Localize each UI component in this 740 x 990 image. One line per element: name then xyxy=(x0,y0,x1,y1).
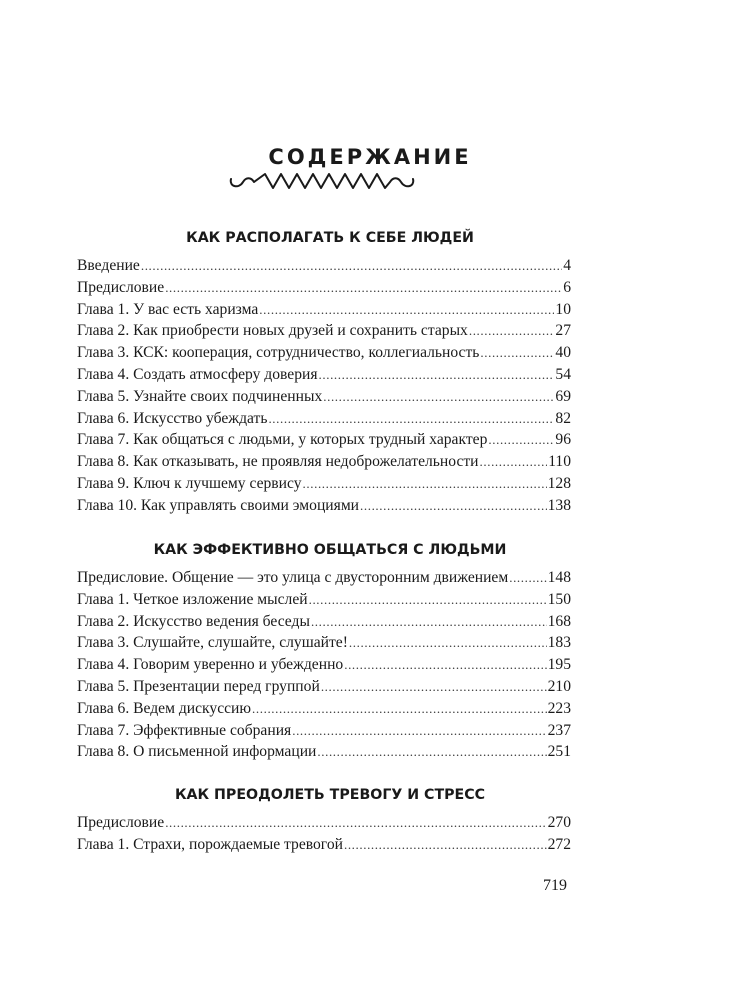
dot-leader xyxy=(323,386,554,408)
toc-entry xyxy=(77,632,571,654)
toc-entry-page: 82 xyxy=(555,409,571,427)
toc-list xyxy=(77,812,571,856)
toc-section-2 xyxy=(77,540,571,763)
section-title: КАК ПРЕОДОЛЕТЬ ТРЕВОГУ И СТРЕСС xyxy=(174,787,486,803)
wavy-flourish-icon xyxy=(227,171,417,193)
dot-leader xyxy=(509,567,546,589)
toc-entry xyxy=(77,386,571,408)
dot-leader xyxy=(309,589,547,611)
toc-entry-label: Глава 1. У вас есть харизма xyxy=(77,300,259,318)
toc-entry-label: Введение xyxy=(77,257,140,274)
toc-entry xyxy=(77,589,571,611)
toc-entry-label: Глава 7. Как общаться с людьми, у которых трудный характер xyxy=(77,431,488,449)
toc-entry-page: 138 xyxy=(547,496,571,514)
toc-entry-page: 10 xyxy=(555,300,571,318)
dot-leader xyxy=(317,741,546,763)
toc-section-1 xyxy=(77,228,571,517)
dot-leader xyxy=(321,676,547,698)
toc-entry xyxy=(77,567,571,589)
toc-entry-label: Глава 6. Искусство убеждать xyxy=(77,409,268,427)
toc-entry-label: Глава 1. Четкое изложение мыслей xyxy=(77,590,308,608)
toc-entry xyxy=(77,255,571,277)
toc-section-3 xyxy=(77,785,571,856)
contents-title: СОДЕРЖАНИЕ xyxy=(268,145,472,169)
toc-entry-page: 69 xyxy=(555,387,571,405)
toc-entry xyxy=(77,698,571,720)
toc-entry-label: Глава 5. Узнайте своих подчиненных xyxy=(77,387,323,405)
toc-entry xyxy=(77,408,571,430)
toc-entry-page: 110 xyxy=(548,453,571,471)
toc-entry xyxy=(77,342,571,364)
dot-leader xyxy=(268,408,554,430)
dot-leader xyxy=(480,342,554,364)
toc-entry-label: Глава 8. О письменной информации xyxy=(77,743,317,761)
toc-entry-page: 148 xyxy=(547,569,571,586)
toc-entry xyxy=(77,720,571,742)
toc-entry xyxy=(77,364,571,386)
toc-entry-label: Глава 4. Создать атмосферу доверия xyxy=(77,365,318,383)
toc-entry-label: Глава 2. Искусство ведения беседы xyxy=(77,612,310,630)
toc-entry-label: Глава 4. Говорим уверенно и убежденно xyxy=(77,656,344,674)
toc-entry-page: 237 xyxy=(547,721,571,739)
toc-entry xyxy=(77,277,571,299)
dot-leader xyxy=(360,495,547,517)
dot-leader xyxy=(319,364,555,386)
dot-leader xyxy=(311,611,547,633)
toc-entry-label: Глава 9. Ключ к лучшему сервису xyxy=(77,474,302,492)
toc-entry-label: Глава 10. Как управлять своими эмоциями xyxy=(77,496,360,514)
toc-entry-page: 210 xyxy=(547,677,571,695)
toc-entry xyxy=(77,429,571,451)
dot-leader xyxy=(469,320,555,342)
toc-entry-label: Глава 7. Эффективные собрания xyxy=(77,721,292,739)
toc-entry xyxy=(77,451,571,473)
toc-entry-label: Глава 2. Как приобрести новых друзей и сохранить старых xyxy=(77,322,468,340)
toc-entry xyxy=(77,320,571,342)
toc-entry-page: 6 xyxy=(563,278,571,296)
toc-entry xyxy=(77,676,571,698)
toc-entry-label: Глава 5. Презентации перед группой xyxy=(77,677,320,695)
toc-entry xyxy=(77,299,571,321)
dot-leader xyxy=(349,632,547,654)
dot-leader xyxy=(344,654,546,676)
toc-entry-label: Предисловие xyxy=(77,278,165,296)
dot-leader xyxy=(165,277,562,299)
dot-leader xyxy=(141,255,562,277)
toc-entry-page: 128 xyxy=(547,474,571,492)
section-title: КАК РАСПОЛАГАТЬ К СЕБЕ ЛЮДЕЙ xyxy=(186,230,474,246)
toc-entry-label: Предисловие xyxy=(77,814,165,831)
toc-entry-page: 183 xyxy=(547,634,571,652)
toc-entry xyxy=(77,654,571,676)
toc-entry xyxy=(77,495,571,517)
toc-entry xyxy=(77,741,571,763)
toc-list xyxy=(77,255,571,517)
toc-entry-page: 27 xyxy=(555,322,571,340)
dot-leader xyxy=(165,812,546,834)
toc-entry-label: Предисловие. Общение — это улица с двусторонним движением xyxy=(77,569,509,586)
toc-entry-page: 168 xyxy=(547,612,571,630)
toc-entry-page: 195 xyxy=(547,656,571,674)
dot-leader xyxy=(303,473,547,495)
toc-entry-page: 270 xyxy=(547,814,571,831)
page-number: 719 xyxy=(543,877,567,894)
toc-entry-page: 40 xyxy=(555,344,571,362)
toc-entry-page: 150 xyxy=(547,590,571,608)
toc-list xyxy=(77,567,571,763)
toc-entry-label: Глава 8. Как отказывать, не проявляя недоброжелательности xyxy=(77,453,479,471)
section-title: КАК ЭФФЕКТИВНО ОБЩАТЬСЯ С ЛЮДЬМИ xyxy=(153,542,507,558)
toc-entry-label: Глава 1. Страхи, порождаемые тревогой xyxy=(77,835,343,853)
toc-entry-page: 272 xyxy=(547,835,571,853)
toc-entry xyxy=(77,834,571,856)
dot-leader xyxy=(480,451,548,473)
toc-entry-page: 4 xyxy=(563,257,571,274)
toc-entry xyxy=(77,812,571,834)
dot-leader xyxy=(488,429,554,451)
toc-entry-page: 54 xyxy=(555,365,571,383)
toc-entry-page: 223 xyxy=(547,699,571,717)
toc-entry-page: 96 xyxy=(555,431,571,449)
toc-entry-label: Глава 6. Ведем дискуссию xyxy=(77,699,252,717)
dot-leader xyxy=(344,834,547,856)
dot-leader xyxy=(292,720,546,742)
toc-entry-label: Глава 3. КСК: кооперация, сотрудничество, коллегиальность xyxy=(77,344,480,362)
toc-entry-label: Глава 3. Слушайте, слушайте, слушайте! xyxy=(77,634,348,652)
dot-leader xyxy=(252,698,547,720)
toc-entry-page: 251 xyxy=(547,743,571,761)
dot-leader xyxy=(259,299,554,321)
toc-entry xyxy=(77,473,571,495)
toc-entry xyxy=(77,611,571,633)
